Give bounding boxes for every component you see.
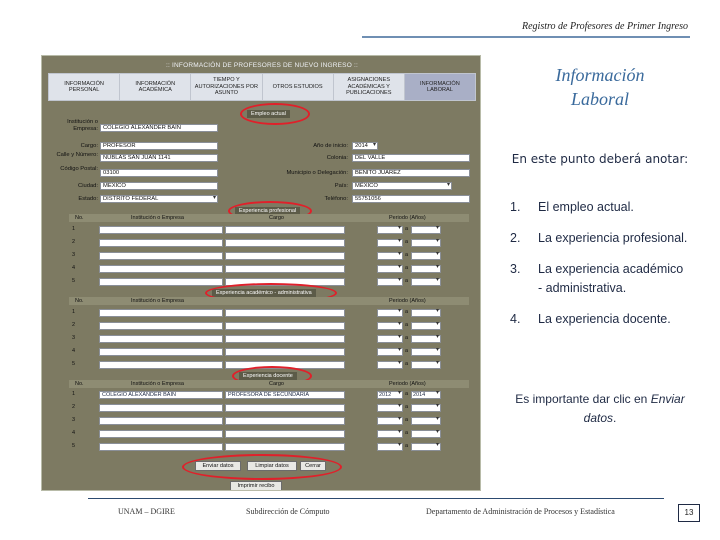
table-row — [69, 308, 469, 319]
institucion-cell[interactable] — [99, 443, 223, 451]
year-from-select[interactable]: 2012 ▾ — [377, 391, 403, 399]
row-number: 5 — [72, 443, 76, 449]
row-number: 3 — [72, 417, 76, 423]
institucion-cell[interactable] — [99, 239, 223, 247]
year-to-select[interactable] — [411, 348, 441, 356]
range-separator: a — [405, 361, 409, 367]
year-from-select[interactable] — [377, 335, 403, 343]
cp-input[interactable]: 03100 — [100, 169, 218, 177]
year-to-select[interactable] — [411, 322, 441, 330]
institucion-label: Institución o Empresa: — [67, 119, 98, 132]
item-text: La experiencia académico - administrativa. — [538, 262, 684, 295]
year-from-select[interactable] — [377, 322, 403, 330]
tab-bar — [48, 73, 476, 101]
cargo-input[interactable]: PROFESOR — [100, 142, 218, 150]
row-number: 1 — [72, 391, 76, 397]
range-separator: a — [405, 309, 409, 315]
limpiar-datos-button[interactable]: Limpiar datos — [247, 461, 297, 471]
form-banner: :: INFORMACIÓN DE PROFESORES DE NUEVO INGRESO :: — [166, 62, 358, 69]
enviar-datos-button[interactable]: Enviar datos — [195, 461, 241, 471]
pais-label: País: — [334, 183, 348, 189]
telefono-input[interactable]: 55751056 — [352, 195, 470, 203]
cargo-cell[interactable] — [225, 443, 345, 451]
year-from-select[interactable] — [377, 252, 403, 260]
item-number: 1. — [510, 200, 521, 214]
closing-note-action: Enviar datos — [583, 392, 685, 425]
telefono-label: Teléfono: — [324, 196, 348, 202]
cargo-cell[interactable] — [225, 322, 345, 330]
row-number: 3 — [72, 335, 76, 341]
list-item — [510, 229, 690, 248]
col-institucion: Institución o Empresa — [131, 298, 184, 304]
col-cargo: Cargo — [269, 381, 284, 387]
col-institucion: Institución o Empresa — [131, 215, 184, 221]
item-number: 3. — [510, 262, 521, 276]
highlight-empleo-actual — [240, 103, 310, 125]
cargo-cell[interactable] — [225, 430, 345, 438]
row-number: 4 — [72, 348, 76, 354]
cargo-cell[interactable] — [225, 265, 345, 273]
row-number: 4 — [72, 265, 76, 271]
item-text: La experiencia profesional. — [538, 231, 688, 245]
title-line-1: Información — [555, 65, 645, 85]
tab-informacion-academica[interactable]: INFORMACIÓN ACADÉMICA — [120, 74, 191, 100]
cargo-cell[interactable] — [225, 226, 345, 234]
anio-label: Año de inicio: — [313, 143, 348, 149]
pais-select[interactable]: MÉXICO ▾ — [352, 182, 452, 190]
ciudad-label: Ciudad: — [78, 183, 98, 189]
municipio-input[interactable]: BENITO JUÁREZ — [352, 169, 470, 177]
year-to-select[interactable] — [411, 335, 441, 343]
grid-header-academica — [69, 297, 469, 305]
row-number: 5 — [72, 278, 76, 284]
range-separator: a — [405, 322, 409, 328]
tab-otros-estudios[interactable]: OTROS ESTUDIOS — [263, 74, 334, 100]
range-separator: a — [405, 348, 409, 354]
section-experiencia-docente: Experiencia docente — [239, 372, 297, 380]
table-row — [69, 321, 469, 332]
institucion-cell[interactable] — [99, 322, 223, 330]
institucion-cell[interactable] — [99, 265, 223, 273]
footer-divider — [88, 498, 664, 499]
year-to-select[interactable] — [411, 252, 441, 260]
table-row — [69, 429, 469, 440]
tab-tiempo-autorizaciones[interactable]: TIEMPO Y AUTORIZACIONES POR ASUNTO — [191, 74, 262, 100]
row-number: 5 — [72, 361, 76, 367]
grid-header-docente — [69, 380, 469, 388]
col-periodo: Periodo (Años) — [389, 215, 426, 221]
cargo-cell[interactable] — [225, 404, 345, 412]
title-line-2: Laboral — [570, 89, 630, 109]
calle-input[interactable]: NUBLAS SAN JUAN 1141 — [100, 154, 218, 162]
institucion-cell[interactable] — [99, 278, 223, 286]
year-from-select[interactable] — [377, 348, 403, 356]
footer-left: UNAM – DGIRE — [118, 507, 175, 516]
item-number: 4. — [510, 312, 521, 326]
municipio-label: Municipio o Delegación: — [286, 170, 348, 176]
tab-informacion-laboral[interactable]: INFORMACIÓN LABORAL — [405, 74, 475, 100]
table-row — [69, 416, 469, 427]
year-to-select[interactable] — [411, 309, 441, 317]
year-from-select[interactable] — [377, 417, 403, 425]
cargo-cell[interactable] — [225, 252, 345, 260]
col-institucion: Institución o Empresa — [131, 381, 184, 387]
slide-header — [522, 16, 688, 34]
year-from-select[interactable] — [377, 239, 403, 247]
form-screenshot — [41, 55, 481, 491]
anio-select[interactable]: 2014 ▾ — [352, 142, 378, 150]
col-periodo: Periodo (Años) — [389, 298, 426, 304]
tab-informacion-personal[interactable]: INFORMACIÓN PERSONAL — [49, 74, 120, 100]
highlight-buttons — [182, 454, 342, 480]
range-separator: a — [405, 278, 409, 284]
closing-note-suffix: . — [613, 411, 617, 425]
range-separator: a — [405, 335, 409, 341]
cp-label: Código Postal: — [60, 166, 98, 172]
list-item — [510, 310, 690, 329]
item-text: El empleo actual. — [538, 200, 634, 214]
cerrar-button[interactable]: Cerrar — [300, 461, 326, 471]
tab-asignaciones[interactable]: ASIGNACIONES ACADÉMICAS Y PUBLICACIONES — [334, 74, 405, 100]
year-to-select[interactable] — [411, 361, 441, 369]
table-row — [69, 225, 469, 236]
cargo-label: Cargo: — [80, 143, 98, 149]
cargo-cell[interactable] — [225, 417, 345, 425]
row-number: 1 — [72, 309, 76, 315]
table-row — [69, 403, 469, 414]
institucion-cell[interactable]: COLEGIO ALEXANDER BAIN — [99, 391, 223, 399]
institucion-cell[interactable] — [99, 348, 223, 356]
range-separator: a — [405, 391, 409, 397]
range-separator: a — [405, 443, 409, 449]
footer-right: Departamento de Administración de Procesos y Estadística — [426, 507, 615, 516]
range-separator: a — [405, 430, 409, 436]
year-to-select[interactable] — [411, 404, 441, 412]
row-number: 2 — [72, 239, 76, 245]
range-separator: a — [405, 239, 409, 245]
page-number: 13 — [678, 504, 700, 522]
row-number: 3 — [72, 252, 76, 258]
year-to-select[interactable] — [411, 265, 441, 273]
colonia-label: Colonia: — [326, 155, 348, 161]
year-to-select[interactable] — [411, 417, 441, 425]
table-row — [69, 251, 469, 262]
year-from-select[interactable] — [377, 226, 403, 234]
instruction-list — [510, 198, 690, 341]
year-to-select[interactable]: 2014 ▾ — [411, 391, 441, 399]
range-separator: a — [405, 226, 409, 232]
institucion-cell[interactable] — [99, 335, 223, 343]
year-from-select[interactable] — [377, 278, 403, 286]
row-number: 2 — [72, 404, 76, 410]
closing-note — [505, 390, 695, 428]
institucion-cell[interactable] — [99, 309, 223, 317]
year-to-select[interactable] — [411, 278, 441, 286]
item-text: La experiencia docente. — [538, 312, 671, 326]
institucion-input[interactable]: COLEGIO ALEXANDER BAIN — [100, 124, 218, 132]
colonia-input[interactable]: DEL VALLE — [352, 154, 470, 162]
col-periodo: Periodo (Años) — [389, 381, 426, 387]
year-to-select[interactable] — [411, 430, 441, 438]
section-empleo-actual: Empleo actual — [247, 110, 290, 118]
calle-label: Calle y Número: — [56, 152, 98, 158]
col-no: No. — [75, 215, 84, 221]
table-row — [69, 347, 469, 358]
year-from-select[interactable] — [377, 361, 403, 369]
institucion-cell[interactable] — [99, 361, 223, 369]
year-from-select[interactable] — [377, 404, 403, 412]
range-separator: a — [405, 417, 409, 423]
year-to-select[interactable] — [411, 443, 441, 451]
cargo-cell[interactable] — [225, 348, 345, 356]
estado-label: Estado: — [78, 196, 98, 202]
cargo-cell[interactable] — [225, 309, 345, 317]
row-number: 1 — [72, 226, 76, 232]
cargo-cell[interactable]: PROFESORA DE SECUNDARIA — [225, 391, 345, 399]
institucion-cell[interactable] — [99, 430, 223, 438]
cargo-cell[interactable] — [225, 239, 345, 247]
institucion-cell[interactable] — [99, 226, 223, 234]
list-item — [510, 198, 690, 217]
range-separator: a — [405, 252, 409, 258]
intro-text: En este punto deberá anotar: — [511, 152, 689, 166]
year-to-select[interactable] — [411, 226, 441, 234]
institucion-cell[interactable] — [99, 252, 223, 260]
table-row — [69, 334, 469, 345]
slide-header-text: Registro de Profesores de Primer Ingreso — [522, 21, 688, 32]
imprimir-recibo-button[interactable]: Imprimir recibo — [230, 481, 282, 491]
section-experiencia-profesional: Experiencia profesional — [235, 207, 300, 215]
table-row — [69, 390, 469, 401]
row-number: 4 — [72, 430, 76, 436]
header-divider — [362, 36, 690, 38]
list-item — [510, 260, 690, 298]
year-to-select[interactable] — [411, 239, 441, 247]
item-number: 2. — [510, 231, 521, 245]
row-number: 2 — [72, 322, 76, 328]
year-from-select[interactable] — [377, 430, 403, 438]
col-no: No. — [75, 298, 84, 304]
year-from-select[interactable] — [377, 309, 403, 317]
table-row — [69, 238, 469, 249]
closing-note-prefix: Es importante dar clic en — [515, 392, 648, 406]
range-separator: a — [405, 265, 409, 271]
cargo-cell[interactable] — [225, 335, 345, 343]
institucion-cell[interactable] — [99, 417, 223, 425]
section-experiencia-academica: Experiencia académico - administrativa — [212, 289, 316, 297]
institucion-cell[interactable] — [99, 404, 223, 412]
estado-select[interactable]: DISTRITO FEDERAL ▾ — [100, 195, 218, 203]
page-title — [512, 63, 688, 111]
footer-center: Subdirección de Cómputo — [246, 507, 330, 516]
range-separator: a — [405, 404, 409, 410]
table-row — [69, 442, 469, 453]
col-cargo: Cargo — [269, 215, 284, 221]
col-no: No. — [75, 381, 84, 387]
year-from-select[interactable] — [377, 443, 403, 451]
ciudad-input[interactable]: MÉXICO — [100, 182, 218, 190]
grid-header-profesional — [69, 214, 469, 222]
year-from-select[interactable] — [377, 265, 403, 273]
table-row — [69, 264, 469, 275]
